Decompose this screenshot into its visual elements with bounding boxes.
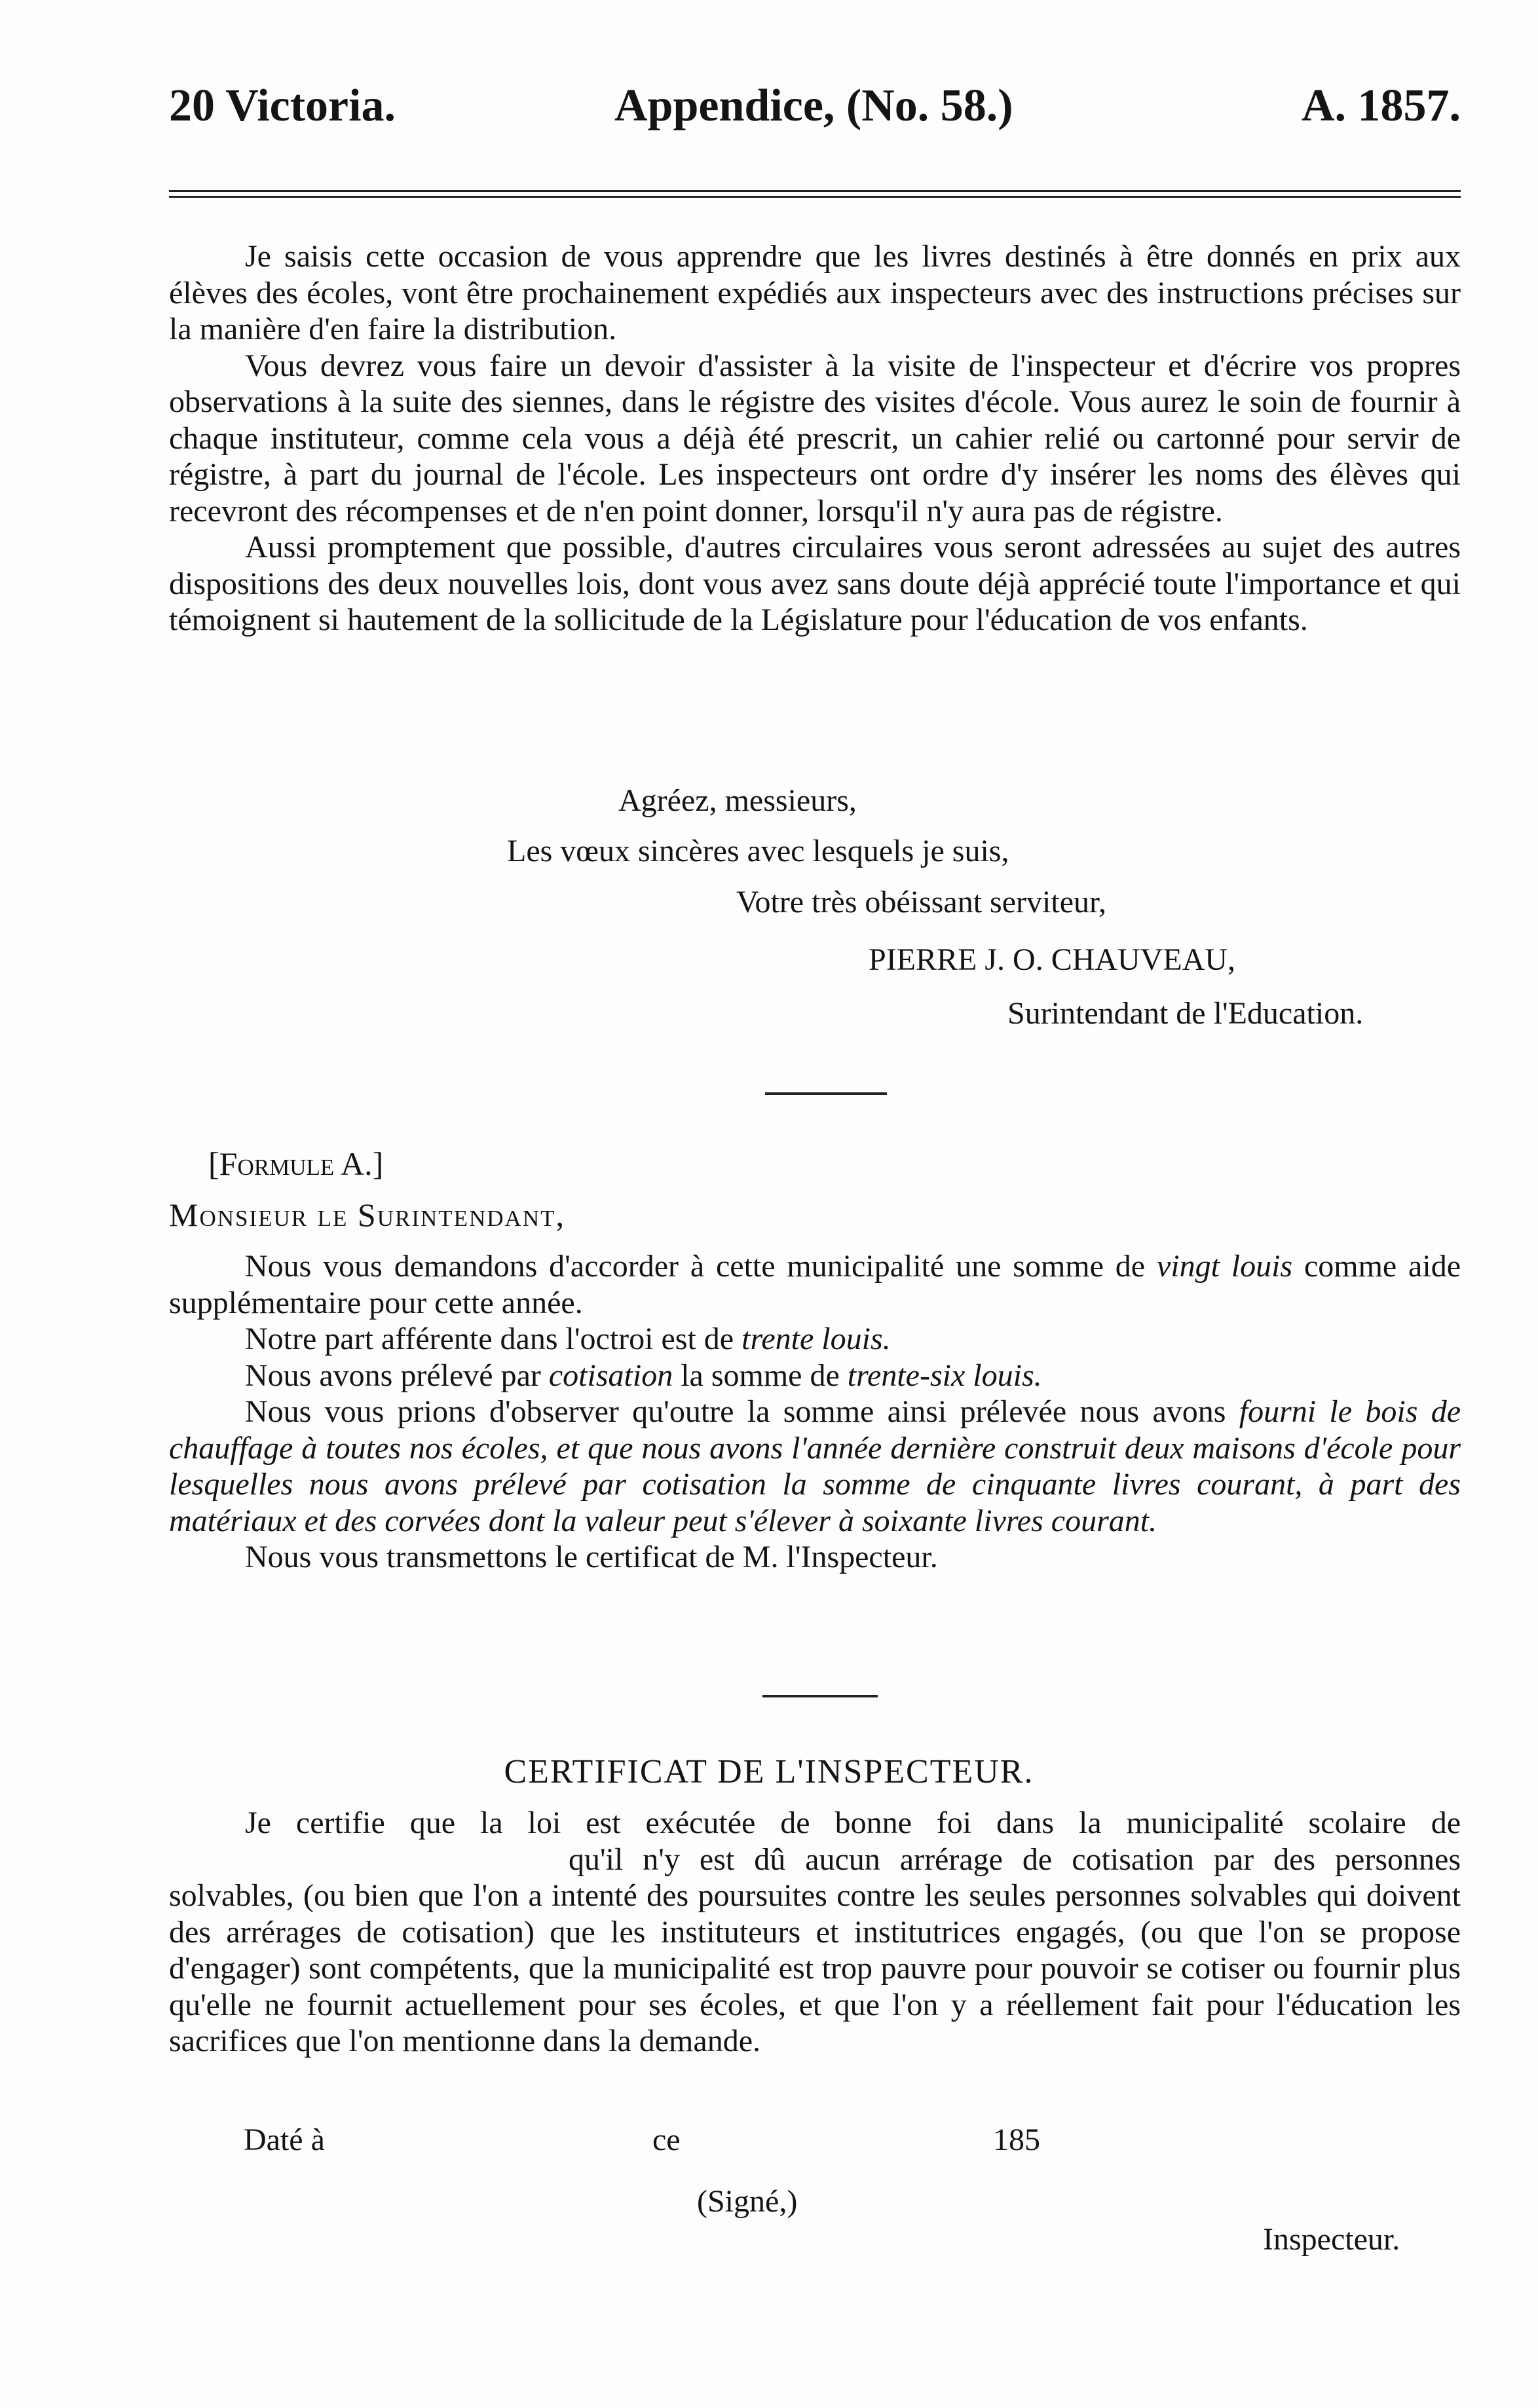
formule-paragraph: Notre part afférente dans l'octroi est de trente louis. <box>245 1322 891 1356</box>
formule-label-text: Formule A. <box>219 1145 373 1182</box>
header-appendix: Appendice, (No. 58.) <box>614 81 1013 131</box>
certificat-body <box>169 1805 1461 2060</box>
signature-name: PIERRE J. O. CHAUVEAU, <box>869 942 1236 977</box>
formule-paragraph: Nous vous prions d'observer qu'outre la somme ainsi prélevée nous avons fourni le bois de chauffage à toutes nos écoles, et que nous avons l'année dernière construit deux maisons d'école pour lesquelles nous avons prélevé par cotisation la somme de cinquante livres courant, à part des matériaux et des corvées dont la valeur peut s'élever à soixante livres courant. <box>169 1394 1461 1538</box>
inspector-label: Inspecteur. <box>1263 2222 1400 2257</box>
certificat-title: CERTIFICAT DE L'INSPECTEUR. <box>504 1753 1034 1790</box>
closing-line: Agréez, messieurs, <box>618 783 857 818</box>
certificat-paragraph: Je certifie que la loi est exécutée de bonne foi dans la municipalité scolaire dequ'il n'y est dû aucun arrérage de cotisation par des personnes solvables, (ou bien que l'on a intenté des poursuites contre les seules personnes solvables qui doivent des arrérages de cotisation) que les instituteurs et institutrices engagés, (ou que l'on se propose d'engager) sont compétents, que la municipalité est trop pauvre pour pouvoir se cotiser ou fournir plus qu'elle ne fournit actuellement pour ses écoles, et que l'on y a réellement fait pour l'éducation les sacrifices que l'on mentionne dans la demande. <box>169 1806 1461 2058</box>
letter-paragraph: Vous devrez vous faire un devoir d'assister à la visite de l'inspecteur et d'écrire vos propres observations à la suite des siennes, dans le régistre des visites d'école. Vous aurez le soin de fournir à chaque instituteur, comme cela vous a déjà été prescrit, un cahier relié ou cartonné pour servir de régistre, à part du journal de l'école. Les inspecteurs ont ordre d'y insérer les noms des élèves qui recevront des récompenses et de n'en point donner, lorsqu'il n'y aura pas de régistre. <box>169 348 1461 528</box>
formule-body <box>169 1248 1461 1576</box>
letter-paragraph: Aussi promptement que possible, d'autres circulaires vous seront adressées au sujet des autres dispositions des deux nouvelles lois, dont vous avez sans doute déjà apprécié toute l'importance et qui témoignent si hautement de la sollicitude de la Législature pour l'éducation de vos enfants. <box>169 530 1461 637</box>
header-rule-bottom <box>169 196 1461 198</box>
letter-paragraph: Je saisis cette occasion de vous apprendre que les livres destinés à être donnés en prix aux élèves des écoles, vont être prochainement expédiés aux inspecteurs avec des instructions précises sur la manière d'en faire la distribution. <box>169 239 1461 346</box>
formule-paragraph: Nous vous demandons d'accorder à cette municipalité une somme de vingt louis comme aide supplémentaire pour cette année. <box>169 1249 1461 1320</box>
page-header <box>169 80 1461 145</box>
formule-paragraph: Nous vous transmettons le certificat de M. l'Inspecteur. <box>245 1540 938 1574</box>
signed-label: (Signé,) <box>697 2184 798 2219</box>
section-divider <box>762 1695 878 1697</box>
formule-salutation: Monsieur le Surintendant, <box>169 1196 565 1233</box>
closing-line: Les vœux sincères avec lesquels je suis, <box>507 834 1009 868</box>
header-session: 20 Victoria. <box>169 81 396 131</box>
header-rule-top <box>169 190 1461 192</box>
closing-line: Votre très obéissant serviteur, <box>736 885 1107 919</box>
signature-title: Surintendant de l'Education. <box>1007 996 1364 1031</box>
formule-paragraph: Nous avons prélevé par cotisation la somme de trente-six louis. <box>245 1358 1042 1393</box>
letter-body <box>169 238 1461 639</box>
date-ce: ce <box>652 2122 681 2157</box>
date-year: 185 <box>993 2122 1040 2157</box>
section-divider <box>765 1092 887 1095</box>
header-year: A. 1857. <box>1301 81 1461 131</box>
date-label: Daté à <box>244 2122 325 2157</box>
formule-label: [Formule A.] <box>208 1145 384 1182</box>
